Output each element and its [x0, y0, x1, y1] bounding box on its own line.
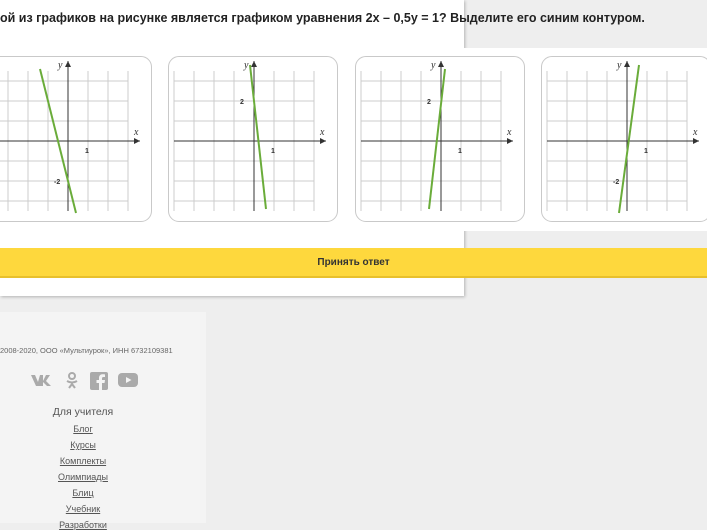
x-axis-arrow — [693, 138, 699, 144]
footer-link-kits[interactable]: Комплекты — [59, 456, 107, 466]
graph-option-1[interactable] — [0, 56, 152, 222]
graph-3 — [356, 57, 525, 222]
y-axis-label: y — [617, 60, 622, 71]
y-axis-arrow — [624, 61, 630, 67]
x-axis-arrow — [320, 138, 326, 144]
y-tick-label: -2 — [54, 179, 61, 186]
graph-4 — [542, 57, 707, 222]
footer-link-developments[interactable]: Разработки — [59, 520, 107, 530]
x-tick-label: 1 — [458, 148, 462, 155]
y-tick-label: 2 — [240, 99, 244, 106]
y-axis-label: y — [244, 60, 249, 71]
footer-link-textbook[interactable]: Учебник — [65, 504, 101, 514]
graph-line — [250, 65, 266, 209]
footer-link-courses[interactable]: Курсы — [70, 440, 96, 450]
graph-1 — [0, 57, 152, 222]
graph-option-4[interactable] — [541, 56, 707, 222]
x-tick-label: 1 — [271, 148, 275, 155]
x-axis-label: x — [693, 127, 698, 138]
footer-link-blitz[interactable]: Блиц — [72, 488, 94, 498]
odnoklassniki-icon[interactable] — [66, 372, 78, 389]
y-tick-label: 2 — [427, 99, 431, 106]
social-links — [30, 372, 150, 392]
copyright-text: 2008-2020, ООО «Мультиурок», ИНН 6732109381 — [0, 346, 173, 355]
footer-section-title: Для учителя — [52, 406, 114, 418]
y-tick-label: -2 — [613, 179, 620, 186]
question-text: ой из графиков на рисунке является графиком уравнения 2x – 0,5y = 1? Выделите его синим контуром. — [0, 11, 645, 25]
accept-answer-button[interactable]: Принять ответ — [0, 248, 707, 276]
x-tick-label: 1 — [644, 148, 648, 155]
x-tick-label: 1 — [85, 148, 89, 155]
footer — [0, 312, 206, 530]
button-shadow — [0, 276, 707, 278]
y-axis-arrow — [251, 61, 257, 67]
youtube-icon[interactable] — [118, 372, 138, 388]
footer-link-blog[interactable]: Блог — [73, 424, 93, 434]
y-axis-label: y — [58, 60, 63, 71]
facebook-icon[interactable] — [90, 372, 108, 390]
graph-option-2[interactable] — [168, 56, 338, 222]
y-axis-label: y — [431, 60, 436, 71]
vk-icon[interactable] — [30, 372, 52, 388]
y-axis-arrow — [438, 61, 444, 67]
x-axis-label: x — [507, 127, 512, 138]
graph-2 — [169, 57, 338, 222]
x-axis-label: x — [320, 127, 325, 138]
graph-line — [619, 65, 639, 213]
graph-option-3[interactable] — [355, 56, 525, 222]
footer-link-olympiads[interactable]: Олимпиады — [58, 472, 108, 482]
y-axis-arrow — [65, 61, 71, 67]
x-axis-arrow — [507, 138, 513, 144]
graph-line — [429, 69, 445, 209]
x-axis-label: x — [134, 127, 139, 138]
answer-options — [0, 48, 707, 231]
x-axis-arrow — [134, 138, 140, 144]
